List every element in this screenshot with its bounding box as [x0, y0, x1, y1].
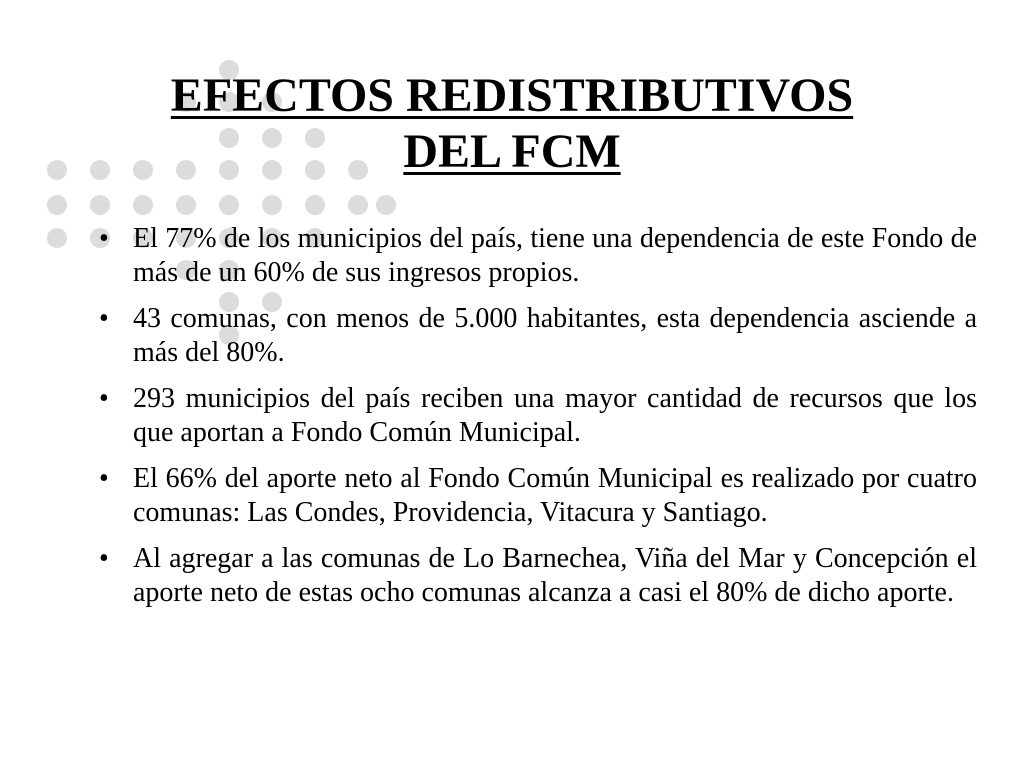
slide-title: [60, 68, 964, 180]
decoration-dot: [47, 195, 67, 215]
bullet-icon: •: [99, 543, 109, 574]
bullet-icon: •: [99, 463, 109, 494]
bullet-item: [90, 542, 977, 610]
decoration-dot: [376, 195, 396, 215]
bullet-text: 43 comunas, con menos de 5.000 habitantes, esta dependencia asciende a más del 80%.: [133, 303, 977, 368]
bullet-item: [90, 462, 977, 530]
bullet-item: [90, 222, 977, 290]
decoration-dot: [305, 195, 325, 215]
bullet-list: [90, 222, 977, 622]
decoration-dot: [348, 195, 368, 215]
bullet-item: [90, 302, 977, 370]
decoration-dot: [133, 195, 153, 215]
decoration-dot: [176, 195, 196, 215]
bullet-item: [90, 382, 977, 450]
title-line-1: EFECTOS REDISTRIBUTIVOS: [170, 69, 854, 122]
bullet-text: El 77% de los municipios del país, tiene una dependencia de este Fondo de más de un 60% de sus ingresos propios.: [133, 223, 977, 288]
title-line-2: DEL FCM: [403, 125, 621, 178]
decoration-dot: [219, 195, 239, 215]
decoration-dot: [90, 195, 110, 215]
bullet-icon: •: [99, 383, 109, 414]
bullet-text: El 66% del aporte neto al Fondo Común Municipal es realizado por cuatro comunas: Las Condes, Providencia, Vitacura y Santiago.: [133, 463, 977, 528]
bullet-icon: •: [99, 303, 109, 334]
decoration-dot: [47, 228, 67, 248]
bullet-text: 293 municipios del país reciben una mayor cantidad de recursos que los que aportan a Fondo Común Municipal.: [133, 383, 977, 448]
decoration-dot: [262, 195, 282, 215]
bullet-text: Al agregar a las comunas de Lo Barnechea, Viña del Mar y Concepción el aporte neto de estas ocho comunas alcanza a casi el 80% de dicho aporte.: [133, 543, 977, 608]
bullet-icon: •: [99, 223, 109, 254]
